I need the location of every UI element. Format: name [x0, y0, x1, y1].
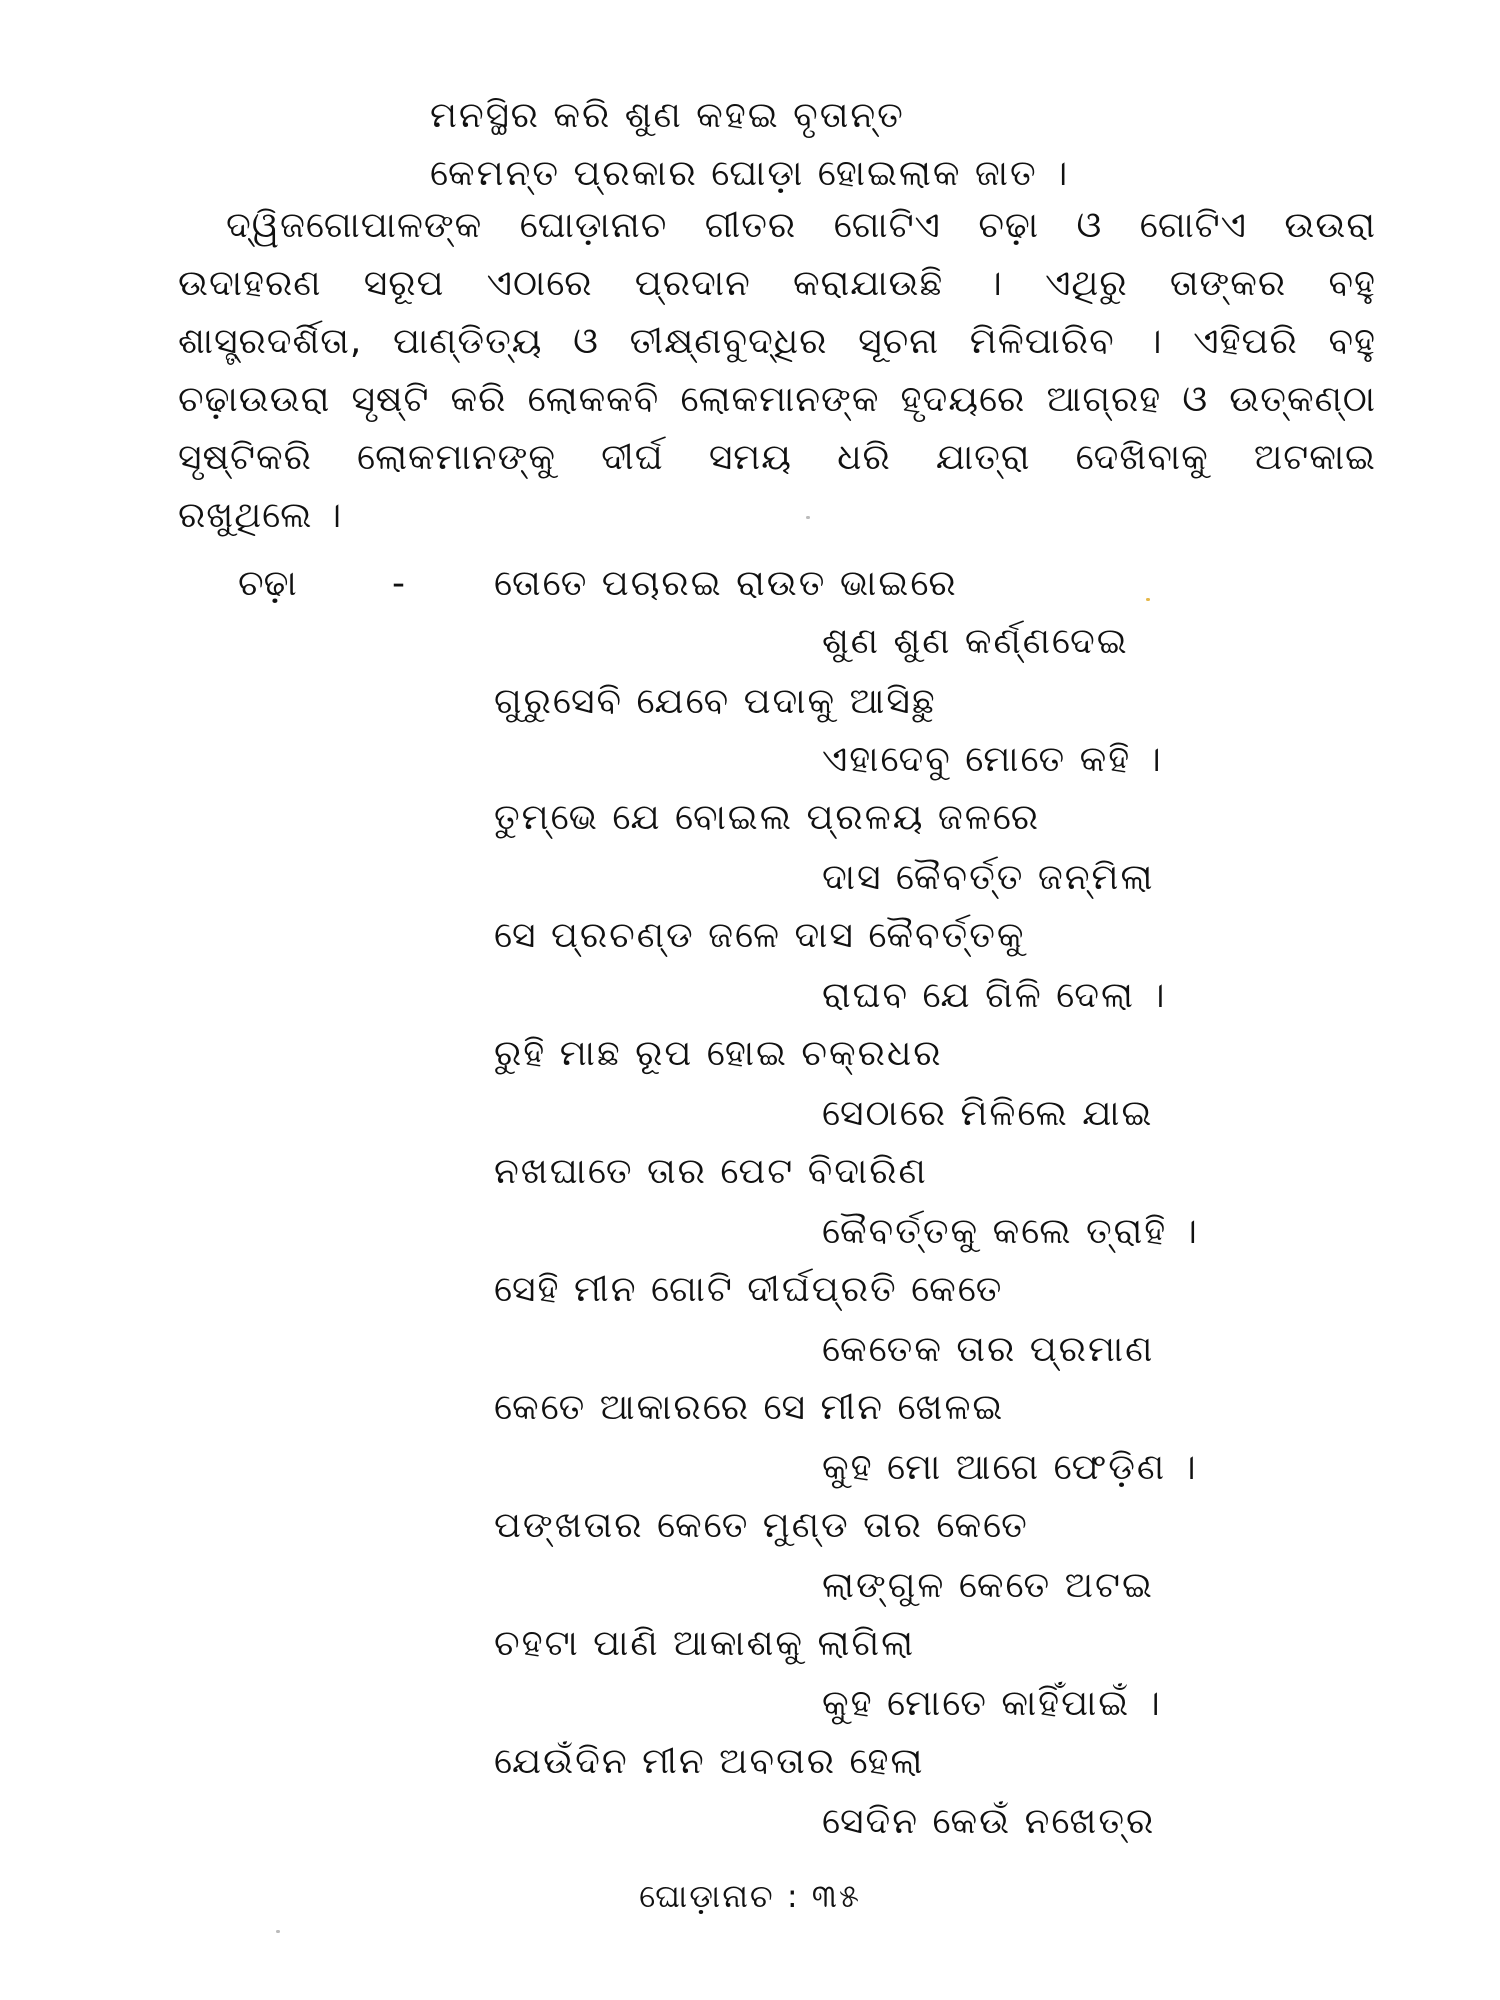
verse-line-first: ଯେଉଁଦିନ ମୀନ ଅବତାର ହେଲା: [494, 1741, 925, 1782]
verse-line-first: କେତେ ଆକାରରେ ସେ ମୀନ ଖେଳଇ: [494, 1387, 1005, 1428]
paragraph-line: ଉଦାହରଣ ସରୂପ ଏଠାରେ ପ୍ରଦାନ କରାଯାଉଛି । ଏଥିରୁ ତାଙ୍କର ବହୁ: [178, 263, 1376, 304]
intro-line-1: ମନସ୍ଥିର କରି ଶୁଣ କହଇ ବୃତାନ୍ତ: [430, 95, 905, 136]
verse-line-second: ଲାଙ୍ଗୁଳ କେତେ ଅଟଇ: [822, 1565, 1154, 1606]
verse-line-first: ନଖଘାତେ ତାର ପେଟ ବିଦାରିଣ: [494, 1151, 928, 1192]
paragraph-line: ସୃଷ୍ଟିକରି ଲୋକମାନଙ୍କୁ ଦୀର୍ଘ ସମୟ ଧରି ଯାତ୍ରା ଦେଖିବାକୁ ଅଟକାଇ: [178, 437, 1376, 478]
paper-speck: [806, 516, 810, 519]
verse-line-first: ରୁହି ମାଛ ରୂପ ହୋଇ ଚକ୍ରଧର: [494, 1033, 943, 1074]
chorus-dash: -: [392, 563, 405, 604]
verse-line-first: ଚହଟା ପାଣି ଆକାଶକୁ ଲାଗିଲା: [494, 1623, 916, 1664]
verse-line-first: ପଙ୍ଖତାର କେତେ ମୁଣ୍ଡ ତାର କେତେ: [494, 1505, 1029, 1546]
verse-line-second: କୁହ ମୋ ଆଗେ ଫେଡ଼ିଣ ।: [822, 1447, 1198, 1488]
verse-line-second: ଏହାଦେବୁ ମୋତେ କହି ।: [822, 739, 1163, 780]
paper-speck: [276, 1930, 280, 1933]
verse-line-first: ତୋତେ ପଚାରଇ ରାଉତ ଭାଇରେ: [494, 563, 958, 604]
verse-line-second: କେତେକ ତାର ପ୍ରମାଣ: [822, 1329, 1155, 1370]
paper-speck: [1146, 598, 1150, 601]
verse-line-second: ଶୁଣ ଶୁଣ କର୍ଣ୍ଣଦେଇ: [822, 621, 1129, 662]
intro-line-2: କେମନ୍ତ ପ୍ରକାର ଘୋଡ଼ା ହୋଇଲାକ ଜାତ ।: [430, 153, 1070, 194]
verse-line-second: ସେଦିନ କେଉଁ ନଖେତ୍ର: [822, 1801, 1156, 1842]
page-footer: ଘୋଡ଼ାନାଚ : ୩୫: [639, 1877, 861, 1915]
verse-line-second: ରାଘବ ଯେ ଗିଳି ଦେଲା ।: [822, 975, 1167, 1016]
verse-line-first: ଗୁରୁସେବି ଯେବେ ପଦାକୁ ଆସିଛୁ: [494, 681, 937, 722]
verse-line-first: ସେ ପ୍ରଚଣ୍ଡ ଜଳେ ଦାସ କୈବର୍ତ୍ତକୁ: [494, 915, 1026, 956]
paragraph-line: ଶାସ୍ତ୍ରଦର୍ଶିତା, ପାଣ୍ଡିତ୍ୟ ଓ ତୀକ୍ଷ୍ଣବୁଦ୍ଧିର ସୂଚନା ମିଳିପାରିବ । ଏହିପରି ବହୁ: [178, 321, 1376, 362]
verse-line-second: କୈବର୍ତ୍ତକୁ କଲେ ତ୍ରାହି ।: [822, 1211, 1199, 1252]
verse-line-first: ତୁମ୍ଭେ ଯେ ବୋଇଲ ପ୍ରଳୟ ଜଳରେ: [494, 797, 1041, 838]
paragraph-line: ଚଢ଼ାଉଉରା ସୃଷ୍ଟି କରି ଲୋକକବି ଲୋକମାନଙ୍କ ହୃଦୟରେ ଆଗ୍ରହ ଓ ଉତ୍କଣ୍ଠା: [178, 379, 1376, 420]
paragraph-line: ରଖୁଥିଲେ ।: [178, 495, 343, 536]
paragraph-line: ଦ୍ୱିଜଗୋପାଳଙ୍କ ଘୋଡ଼ାନାଚ ଗୀତର ଗୋଟିଏ ଚଢ଼ା ଓ ଗୋଟିଏ ଉଉରା: [226, 205, 1376, 246]
verse-line-first: ସେହି ମୀନ ଗୋଟି ଦୀର୍ଘପ୍ରତି କେତେ: [494, 1269, 1004, 1310]
verse-line-second: ସେଠାରେ ମିଳିଲେ ଯାଇ: [822, 1093, 1154, 1134]
verse-line-second: ଦାସ କୈବର୍ତ୍ତ ଜନ୍ମିଲା: [822, 857, 1155, 898]
verse-line-second: କୁହ ମୋତେ କାହିଁପାଇଁ ।: [822, 1683, 1162, 1724]
chorus-label: ଚଢ଼ା: [238, 563, 297, 604]
